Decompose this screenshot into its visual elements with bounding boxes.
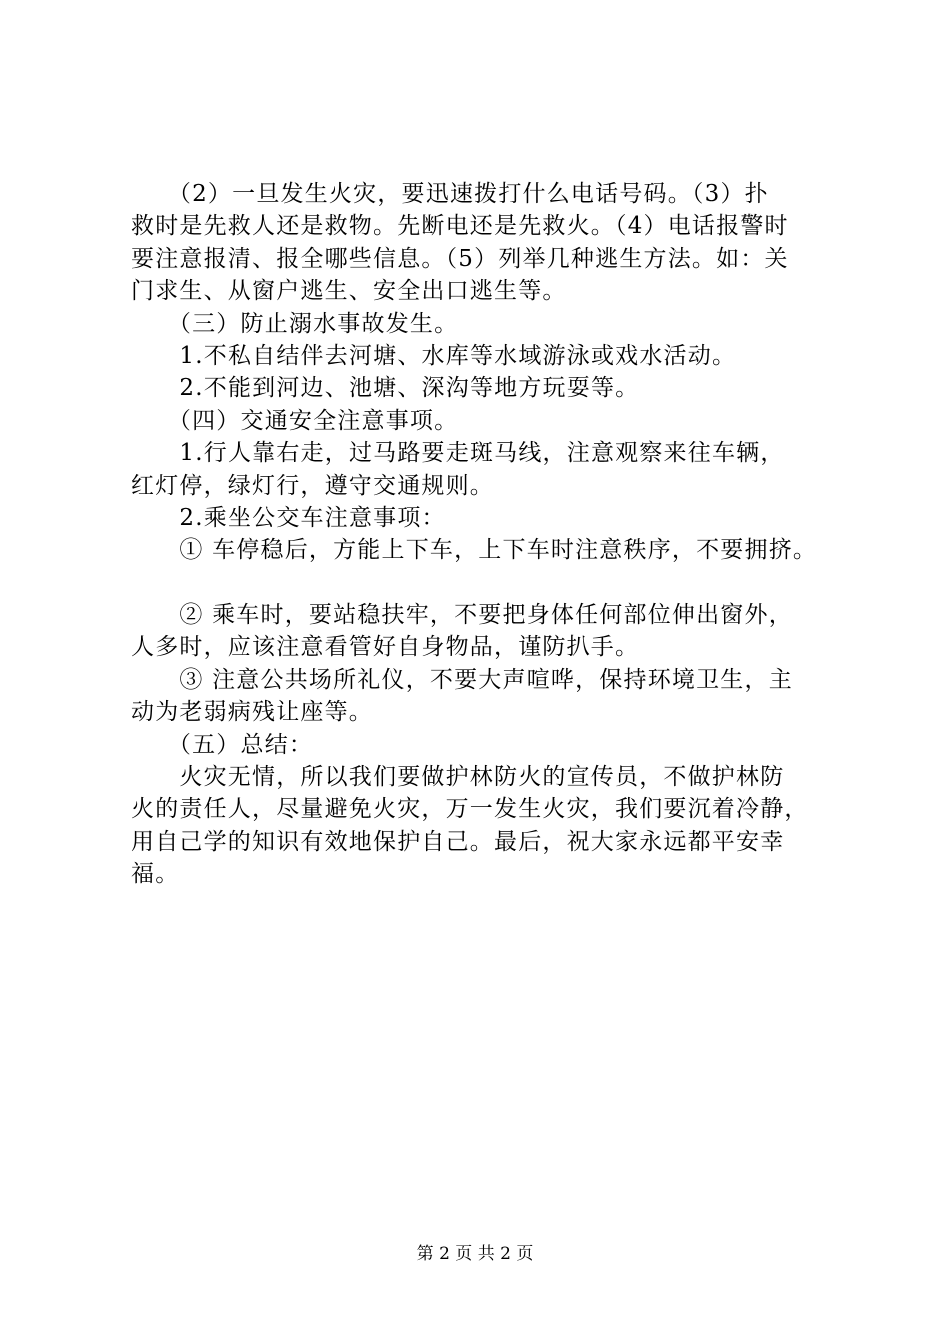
paragraph-line: 用自己学的知识有效地保护自己。最后，祝大家永远都平安幸 <box>131 828 785 855</box>
list-item: ③ 注意公共场所礼仪，不要大声喧哗，保持环境卫生，主 <box>131 666 793 693</box>
list-item: 1.行人靠右走，过马路要走斑马线，注意观察来往车辆， <box>131 440 785 467</box>
list-item: 1.不私自结伴去河塘、水库等水域游泳或戏水活动。 <box>131 343 737 370</box>
paragraph-line: 人多时，应该注意看管好自身物品，谨防扒手。 <box>131 634 640 661</box>
paragraph-line: 要注意报清、报全哪些信息。（5）列举几种逃生方法。如：关 <box>131 245 789 272</box>
section-heading: （三）防止溺水事故发生。 <box>131 310 459 337</box>
blank-line <box>131 567 851 599</box>
paragraph-line: 红灯停，绿灯行，遵守交通规则。 <box>131 472 494 499</box>
section-heading: （五）总结： <box>131 731 314 758</box>
paragraph-line: 动为老弱病残让座等。 <box>131 699 373 726</box>
list-item: ① 车停稳后，方能上下车，上下车时注意秩序，不要拥挤。 <box>131 537 818 564</box>
paragraph-line: 火灾无情，所以我们要做护林防火的宣传员，不做护林防 <box>131 763 785 790</box>
list-item: ② 乘车时，要站稳扶牢，不要把身体任何部位伸出窗外， <box>131 601 793 628</box>
paragraph-line: 福。 <box>131 861 180 888</box>
paragraph-line: （2）一旦发生火灾，要迅速拨打什么电话号码。（3）扑 <box>131 181 769 207</box>
list-item: 2.不能到河边、池塘、深沟等地方玩耍等。 <box>131 375 640 402</box>
paragraph-line: 火的责任人，尽量避免火灾，万一发生火灾，我们要沉着冷静， <box>131 796 809 823</box>
paragraph-line: 门求生、从窗户逃生、安全出口逃生等。 <box>131 278 567 305</box>
paragraph-line: 救时是先救人还是救物。先断电还是先救火。（4）电话报警时 <box>131 213 789 240</box>
page-number-footer: 第 2 页 共 2 页 <box>416 1244 534 1264</box>
document-body <box>131 178 851 891</box>
list-item: 2.乘坐公交车注意事项： <box>131 505 446 532</box>
section-heading: （四）交通安全注意事项。 <box>131 407 459 434</box>
